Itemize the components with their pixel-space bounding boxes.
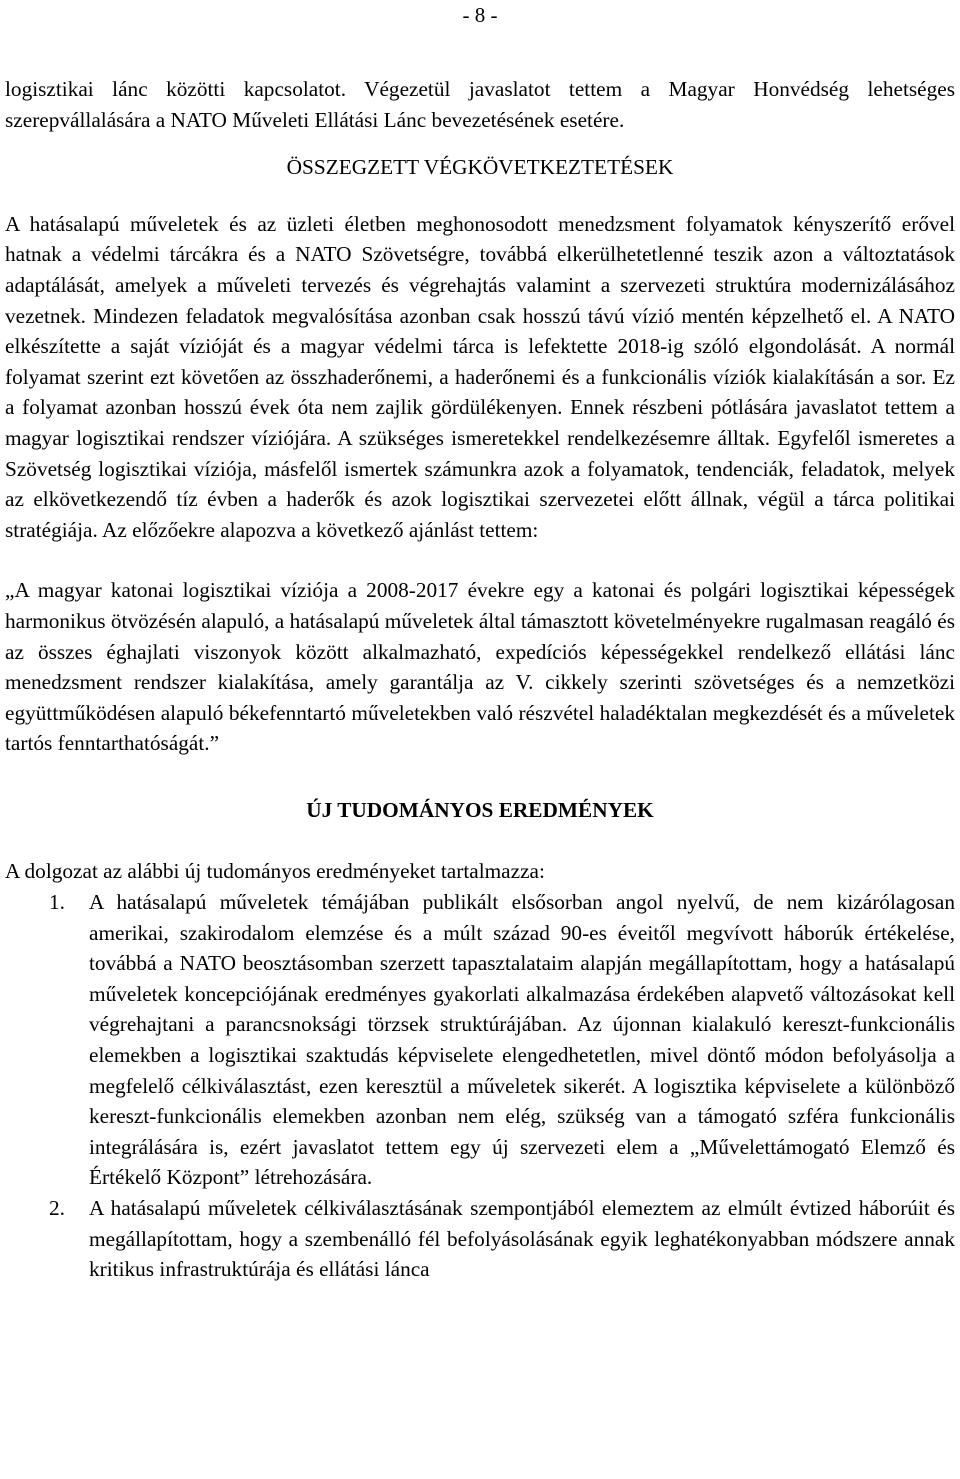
section-heading-conclusions: ÖSSZEGZETT VÉGKÖVETKEZTETÉSEK: [286, 155, 674, 180]
list-item-number: 2.: [49, 1196, 65, 1220]
intro-paragraph: logisztikai lánc közötti kapcsolatot. Végezetül javaslatot tettem a Magyar Honvédség lehetséges szerepvállalására a NATO Műveleti Ellátási Lánc bevezetésének esetére.: [5, 77, 955, 132]
list-item: [5, 887, 955, 1193]
conclusions-paragraph: A hatásalapú műveletek és az üzleti életben meghonosodott menedzsment folyamatok kényszerítő erővel hatnak a védelmi tárcákra és a NATO Szövetségre, továbbá elkerülhetetlenné teszik azon a változtatások adaptálását, amelyek a műveleti tervezés és végrehajtás valamint a szervezeti struktúra modernizálásához vezetnek. Mindezen feladatok megvalósítása azonban csak hosszú távú vízió mentén képzelhető el. A NATO elkészítette a saját vízióját és a magyar védelmi tárca is lefektette 2018-ig szóló elgondolását. A normál folyamat szerint ezt követően az összhaderőnemi, a haderőnemi és a funkcionális víziók kialakításán a sor. Ez a folyamat azonban hosszú évek óta nem zajlik gördülékenyen. Ennek részbeni pótlására javaslatot tettem a magyar logisztikai rendszer víziójára. A szükséges ismeretekkel rendelkezésemre álltak. Egyfelől ismeretes a Szövetség logisztikai víziója, másfelől ismertek számunkra azok a folyamatok, tendenciák, feladatok, melyek az elkövetkezendő tíz évben a haderők és azok logisztikai szervezetei előtt állnak, végül a tárca politikai stratégiája. Az előzőekre alapozva a következő ajánlást tettem:: [5, 211, 955, 542]
results-list: [5, 887, 955, 1285]
vision-quote: „A magyar katonai logisztikai víziója a 2008-2017 évekre egy a katonai és polgári logisztikai képességek harmonikus ötvözésén alapuló, a hatásalapú műveletek által támasztott követelményekre rugalmasan reagáló és az összes éghajlati viszonyok között alkalmazható, expedíciós képességekkel rendelkező ellátási lánc menedzsment rendszer kialakítása, amely garantálja az V. cikkely szerinti szövetséges és a nemzetközi együttműködésen alapuló békefenntartó műveletekben való részvétel haladéktalan megkezdését és a műveletek tartós fenntarthatóságát.”: [5, 578, 955, 756]
list-item-text: A hatásalapú műveletek témájában publikált elsősorban angol nyelvű, de nem kizárólagosan amerikai, szakirodalom elemzése és a múlt század 90-es éveitől megvívott háborúk értékelése, továbbá a NATO beosztásomban szerzett tapasztalataim alapján megállapítottam, hogy a hatásalapú műveletek koncepciójának eredményes gyakorlati alkalmazása érdekében alapvető változásokat kell végrehajtani a parancsnoksági törzsek struktúrájában. Az újonnan kialakuló kereszt-funkcionális elemekben a logisztikai szaktudás képviselete elengedhetetlen, mivel döntő módon befolyásolja a megfelelő célkiválasztást, ezen keresztül a műveletek sikerét. A logisztika képviselete a különböző kereszt-funkcionális elemekben azonban nem elég, szükség van a támogató szféra funkcionális integrálására is, ezért javaslatot tettem egy új szervezeti elem a „Művelettámogató Elemző és Értékelő Központ” létrehozására.: [89, 890, 955, 1190]
page-content: [5, 74, 955, 1285]
list-item: [5, 1193, 955, 1285]
list-item-number: 1.: [49, 890, 65, 915]
section-heading-results: ÚJ TUDOMÁNYOS EREDMÉNYEK: [306, 797, 654, 822]
results-intro: A dolgozat az alábbi új tudományos eredményeket tartalmazza:: [5, 859, 545, 884]
page-number: - 8 -: [462, 3, 498, 27]
list-item-text: A hatásalapú műveletek célkiválasztásának szempontjából elemeztem az elmúlt évtized háborúit és megállapítottam, hogy a szembenálló fél befolyásolásának egyik leghatékonyabban módszere annak kritikus infrastruktúrája és ellátási lánca: [89, 1196, 955, 1282]
